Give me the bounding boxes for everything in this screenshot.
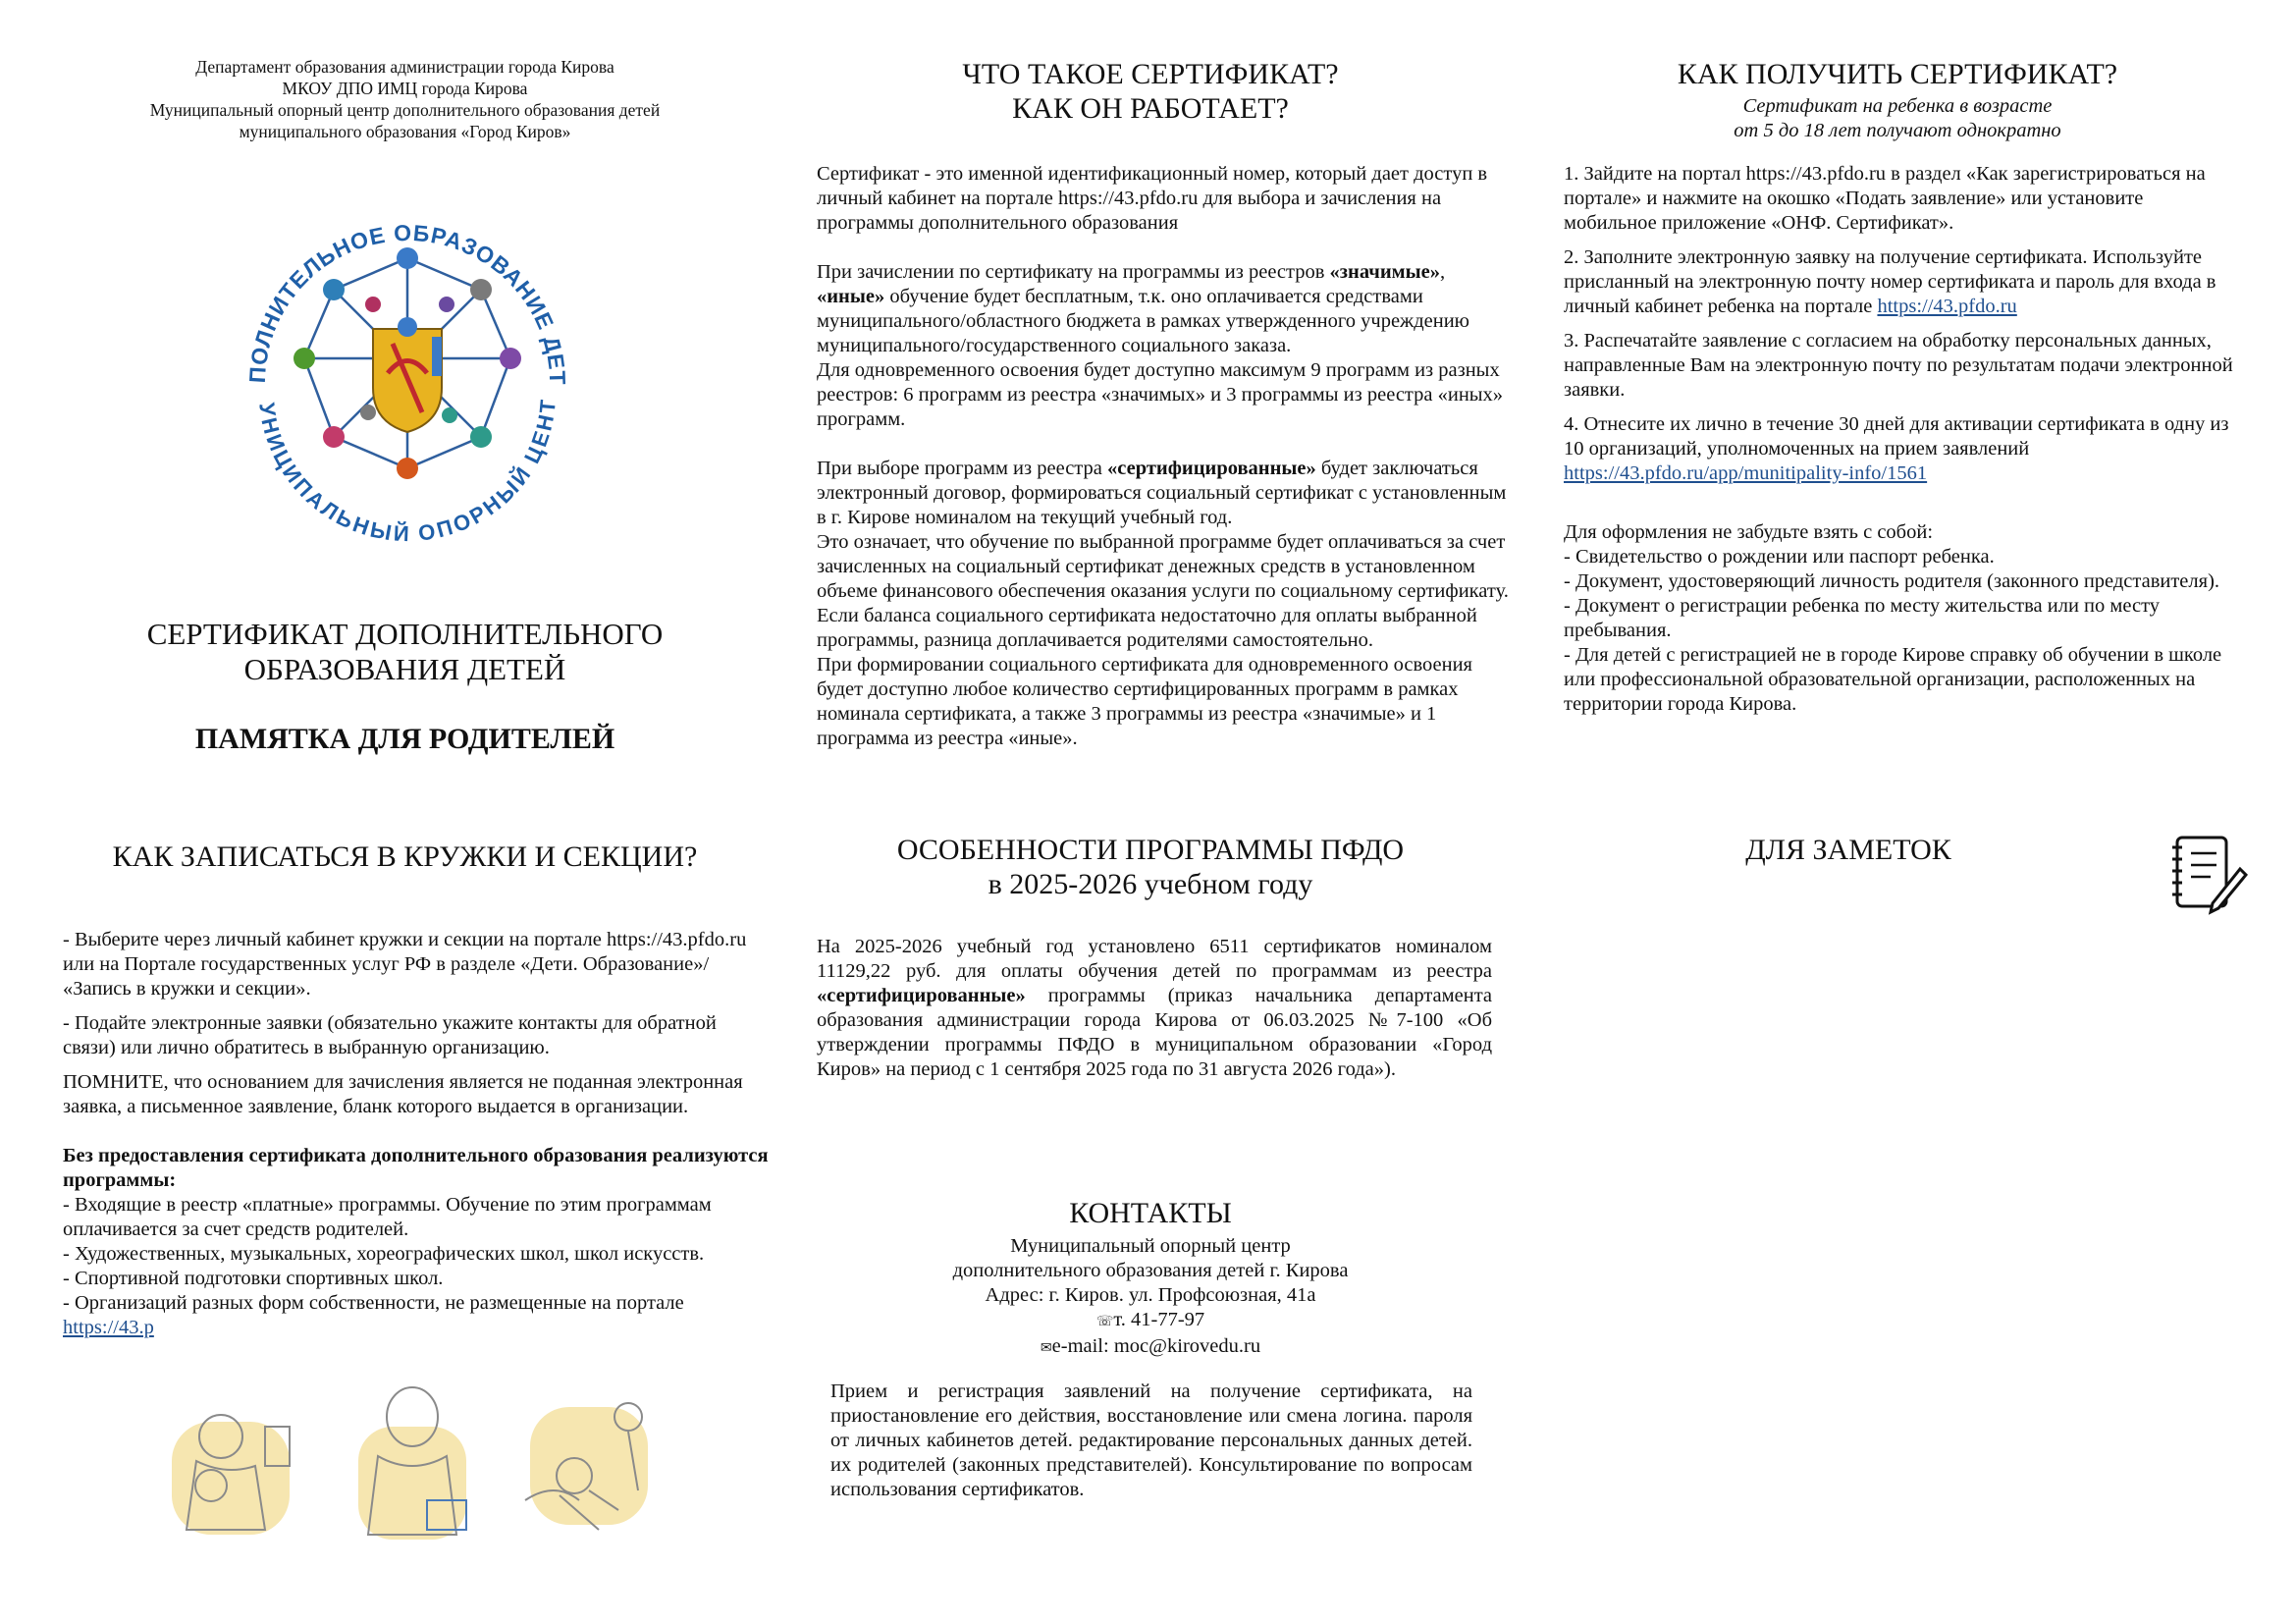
list-item: - Организаций разных форм собственности, не размещенные на портале bbox=[63, 1292, 684, 1314]
body-paragraph: Если баланса социального сертификата недостаточно для оплаты выбранной программы, разница доплачивается родителями самостоятельно. bbox=[817, 605, 1477, 651]
text-run: обучение будет бесплатным, т.к. оно оплачивается средствами муниципального/областного бюджета в рамках утвержденного учреждению муниципального/государственного социального заказа. bbox=[817, 286, 1469, 356]
certificate-title bbox=[59, 617, 751, 687]
step-1: 1. Зайдите на портал https://43.pfdo.ru в раздел «Как зарегистрироваться на портале» и нажмите на окошко «Подать заявление» или установите мобильное приложение «ОНФ. Сертификат». bbox=[1564, 163, 2206, 234]
body-paragraph: Сертификат - это именной идентификационный номер, который дает доступ в личный кабинет на портале https://43.pfdo.ru для выбора и зачисления на программы дополнительного образования bbox=[817, 163, 1488, 234]
logo-ring-top-text: ПОЛНИТЕЛЬНОЕ ОБРАЗОВАНИЕ ДЕТ bbox=[243, 219, 571, 387]
step-4 bbox=[1564, 412, 2241, 486]
org-header-line: муниципального образования «Город Киров» bbox=[239, 122, 571, 141]
certificate-title-line: СЕРТИФИКАТ ДОПОЛНИТЕЛЬНОГО bbox=[146, 617, 664, 651]
body-paragraph bbox=[817, 457, 1516, 530]
subtitle-line: Сертификат на ребенка в возрасте bbox=[1742, 95, 2053, 117]
how-to-get-heading: КАК ПОЛУЧИТЬ СЕРТИФИКАТ? bbox=[1677, 58, 2118, 90]
bold-run: «сертифицированные» bbox=[817, 985, 1026, 1006]
org-header-line: Департамент образования администрации города Кирова bbox=[195, 57, 614, 77]
phone-line bbox=[817, 1308, 1484, 1334]
enroll-paragraph: ПОМНИТЕ, что основанием для зачисления является не поданная электронная заявка, а письменное заявление, бланк которого выдается в организации. bbox=[63, 1071, 743, 1117]
text-run: При выборе программ из реестра bbox=[817, 458, 1107, 479]
mail-icon: ✉ bbox=[1040, 1341, 1052, 1356]
list-item: - Для детей с регистрацией не в городе Кирове справку об обучении в школе или профессиональной образовательной организации, расположенных на территории города Кирова. bbox=[1564, 644, 2222, 715]
steps-body bbox=[1564, 162, 2241, 717]
enroll-body bbox=[63, 928, 770, 1340]
certificate-title-line: ОБРАЗОВАНИЯ ДЕТЕЙ bbox=[243, 652, 566, 686]
body-paragraph bbox=[817, 260, 1516, 358]
list-item: - Документ о регистрации ребенка по месту жительства или по месту пребывания. bbox=[1564, 595, 2161, 641]
list-item: - Входящие в реестр «платные» программы. Обучение по этим программам оплачивается за счет средств родителей. bbox=[63, 1194, 712, 1240]
features-heading-line: в 2025-2026 учебном году bbox=[988, 868, 1313, 900]
email-line bbox=[817, 1334, 1484, 1361]
step-3: 3. Распечатайте заявление с согласием на обработку персональных данных, направленные Вам на электронную почту по результатам подачи электронной заявки. bbox=[1564, 330, 2233, 401]
bold-run: «сертифицированные» bbox=[1107, 458, 1316, 479]
text-run: 2. Заполните электронную заявку на получение сертификата. Используйте присланный на электронную почту номер сертификата и пароль для входа в личный кабинет ребенка на портале bbox=[1564, 246, 2216, 317]
email-text[interactable]: e-mail: moc@kirovedu.ru bbox=[1051, 1335, 1261, 1357]
notepad-pen-icon bbox=[2169, 830, 2248, 918]
phone-text: т. 41-77-97 bbox=[1113, 1309, 1205, 1330]
enroll-paragraph: - Подайте электронные заявки (обязательно укажите контакты для обратной связи) или лично обратитесь в выбранную организацию. bbox=[63, 1012, 717, 1058]
pfdo-link[interactable]: https://43.pfdo.ru bbox=[1877, 296, 2017, 317]
features-heading-line: ОСОБЕННОСТИ ПРОГРАММЫ ПФДО bbox=[896, 834, 1405, 866]
contacts-heading: КОНТАКТЫ bbox=[1069, 1197, 1232, 1229]
coat-of-arms-icon bbox=[373, 317, 442, 432]
body-paragraph: Это означает, что обучение по выбранной программе будет оплачиваться за счет зачисленных на социальный сертификат денежных средств в установленном объеме финансового обеспечения оказания услуги по социальному сертификату. bbox=[817, 531, 1509, 602]
what-is-heading-line: ЧТО ТАКОЕ СЕРТИФИКАТ? bbox=[962, 58, 1339, 90]
org-header bbox=[59, 56, 751, 142]
features-paragraph bbox=[817, 935, 1492, 1082]
memo-title: ПАМЯТКА ДЛЯ РОДИТЕЛЕЙ bbox=[194, 723, 615, 755]
municipality-info-link[interactable]: https://43.pfdo.ru/app/munitipality-info/1561 bbox=[1564, 462, 1928, 484]
body-paragraph: Для одновременного освоения будет доступно максимум 9 программ из разных реестров: 6 программ из реестра «значимых» и 3 программы из реестра «иных» программ. bbox=[817, 359, 1504, 430]
notes-heading: ДЛЯ ЗАМЕТОК bbox=[1745, 834, 1951, 866]
how-to-get-subtitle bbox=[1564, 94, 2231, 143]
body-paragraph: При формировании социального сертификата для одновременного освоения будет доступно любое количество сертифицированных программ в рамках номинала сертификата, а также 3 программы из реестра «значимые» и 1 программа из реестра «иные». bbox=[817, 654, 1472, 749]
logo-ring-bottom-text: УНИЦИПАЛЬНЫЙ ОПОРНЫЙ ЦЕНТ bbox=[254, 398, 561, 547]
text-run: будет заключаться электронный договор, формироваться социальный сертификат с установленным в г. Кирове номиналом на текущий учебный год. bbox=[817, 458, 1507, 528]
without-certificate-heading: Без предоставления сертификата дополнительного образования реализуются программы: bbox=[63, 1145, 769, 1191]
contacts-block bbox=[817, 1234, 1484, 1361]
features-body bbox=[817, 935, 1492, 1082]
bold-run: «иные» bbox=[817, 286, 885, 307]
list-item: - Художественных, музыкальных, хореографических школ, школ искусств. bbox=[63, 1243, 705, 1265]
enroll-heading: КАК ЗАПИСАТЬСЯ В КРУЖКИ И СЕКЦИИ? bbox=[112, 840, 698, 873]
text-run: На 2025-2026 учебный год установлено 6511 сертификатов номиналом 11129,22 руб. для оплаты обучения детей по программам из реестра bbox=[817, 936, 1492, 982]
list-item: - Документ, удостоверяющий личность родителя (законного представителя). bbox=[1564, 570, 2220, 592]
org-header-line: Муниципальный опорный центр дополнительного образования детей bbox=[149, 100, 661, 120]
contacts-line: дополнительного образования детей г. Кирова bbox=[952, 1260, 1349, 1281]
list-item: - Спортивной подготовки спортивных школ. bbox=[63, 1268, 444, 1289]
list-item: - Свидетельство о рождении или паспорт ребенка. bbox=[1564, 546, 1995, 568]
subtitle-line: от 5 до 18 лет получают однократно bbox=[1734, 120, 2061, 141]
text-run: программы (приказ начальника департамента образования администрации города Кирова от 06.03.2025 №7-100 «Об утверждении программы ПФДО в муниципальном образовании «Город Киров» на период с 1 сентября 2025 года по 31 августа 2026 года»). bbox=[817, 985, 1492, 1080]
org-header-line: МКОУ ДПО ИМЦ города Кирова bbox=[282, 79, 528, 98]
children-illustrations bbox=[167, 1382, 717, 1549]
docs-intro: Для оформления не забудьте взять с собой: bbox=[1564, 521, 1934, 543]
text-run: При зачислении по сертификату на программы из реестров bbox=[817, 261, 1330, 283]
pfdo-link-truncated[interactable]: https://43.p bbox=[63, 1317, 154, 1338]
logo-emblem-icon bbox=[196, 172, 609, 565]
notepad-pen-icon bbox=[2169, 830, 2248, 918]
what-is-heading bbox=[817, 57, 1484, 126]
text-run: 4. Отнесите их лично в течение 30 дней для активации сертификата в одну из 10 организаций, уполномоченных на прием заявлений bbox=[1564, 413, 2229, 460]
step-2 bbox=[1564, 245, 2241, 319]
children-drawing-icon bbox=[167, 1382, 717, 1549]
reception-text: Прием и регистрация заявлений на получение сертификата, на приостановление его действия, восстановление или смена логина. пароля от личных кабинетов детей. редактирование персональных данных детей. их родителей (законных представителей). Консультирование по вопросам использования сертификатов. bbox=[830, 1380, 1472, 1500]
what-is-body bbox=[817, 162, 1516, 751]
bold-run: «значимые» bbox=[1329, 261, 1440, 283]
features-heading bbox=[817, 833, 1484, 901]
center-logo bbox=[196, 172, 609, 565]
phone-icon: ☏ bbox=[1095, 1315, 1114, 1329]
contacts-line: Муниципальный опорный центр bbox=[1010, 1235, 1291, 1257]
text-run: , bbox=[1439, 261, 1446, 283]
enroll-paragraph: - Выберите через личный кабинет кружки и секции на портале https://43.pfdo.ru или на Портале государственных услуг РФ в разделе «Дети. Образование»/ «Запись в кружки и секции». bbox=[63, 929, 747, 1000]
contacts-line: Адрес: г. Киров. ул. Профсоюзная, 41а bbox=[985, 1284, 1316, 1306]
what-is-heading-line: КАК ОН РАБОТАЕТ? bbox=[1012, 92, 1289, 125]
